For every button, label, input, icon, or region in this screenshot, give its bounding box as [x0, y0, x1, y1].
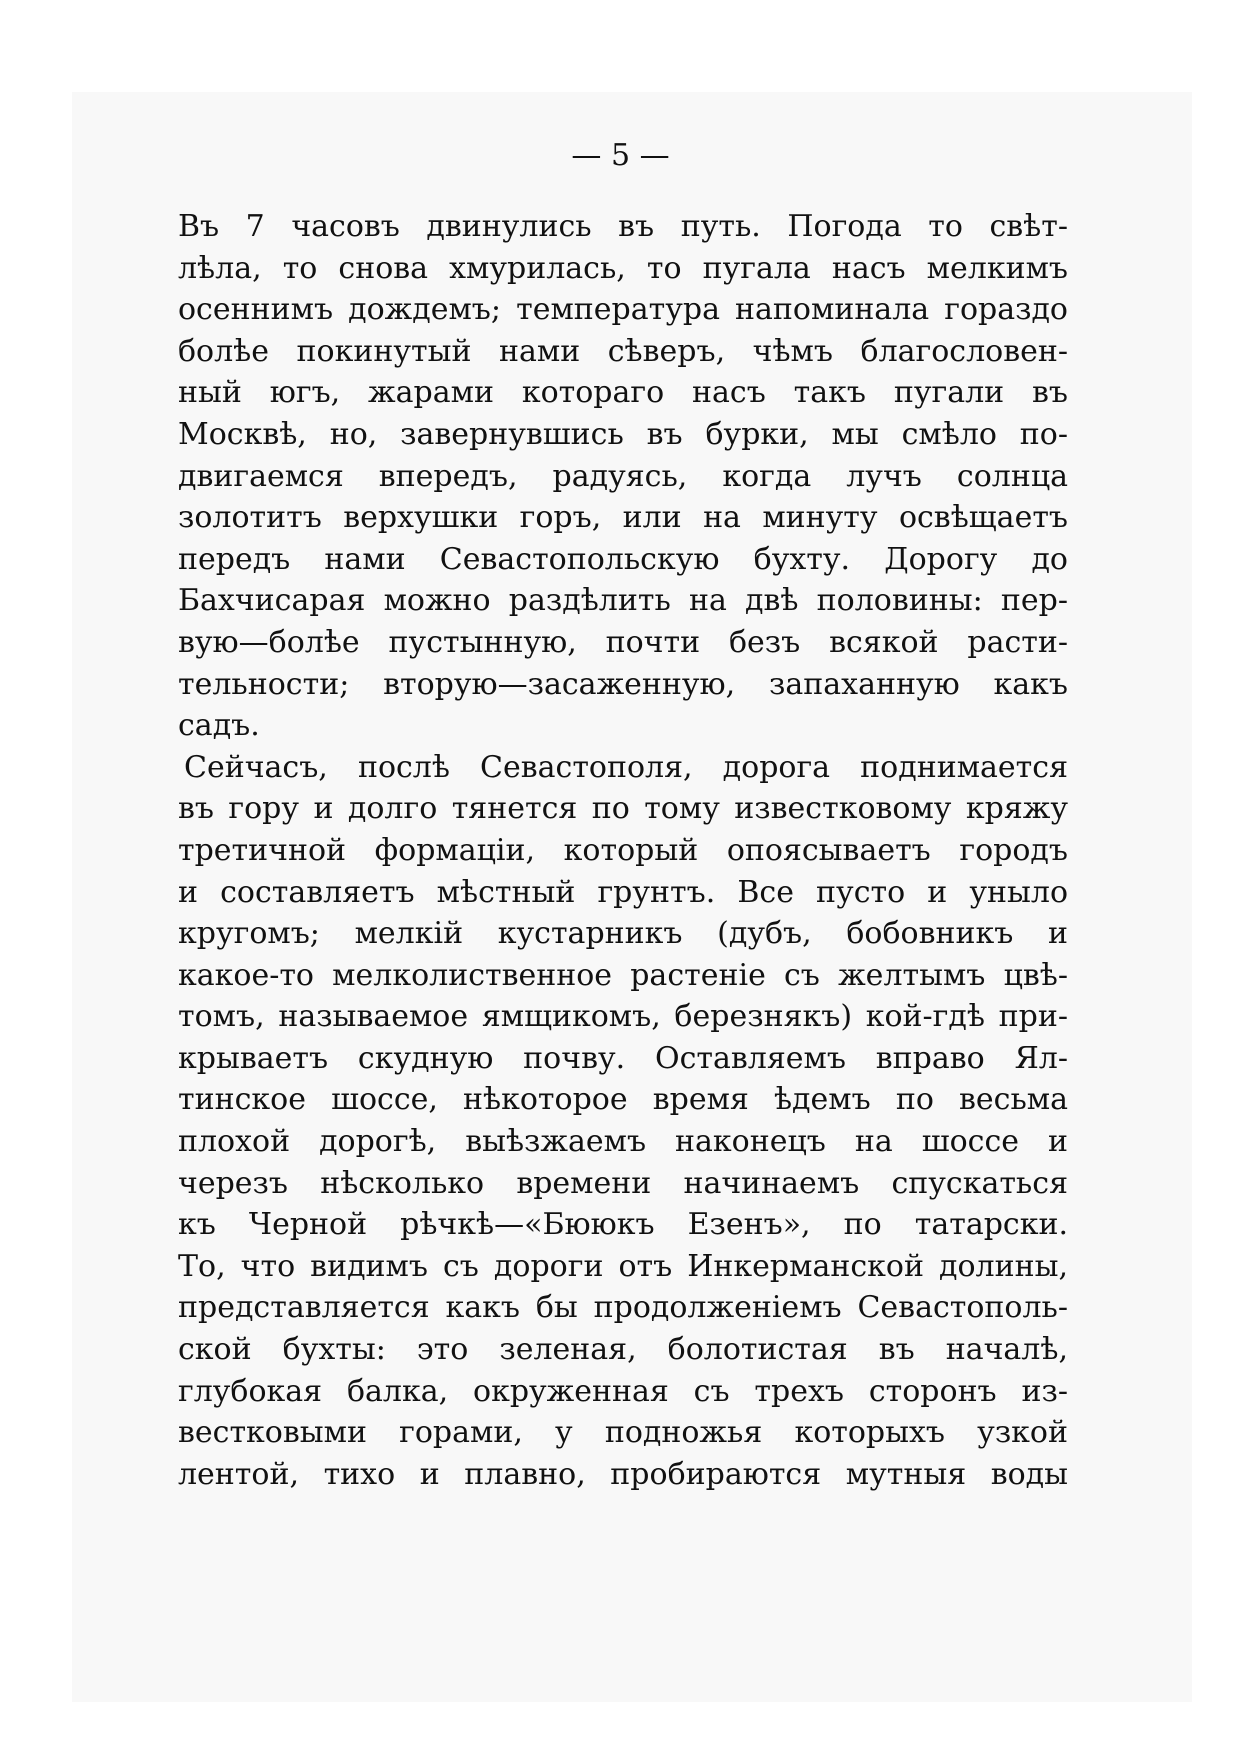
text-line: тельности; вторую—засаженную, запаханную какъ [178, 666, 1068, 702]
text-line: ный югъ, жарами котораго насъ такъ пугали въ [178, 375, 1068, 411]
text-line: къ Черной рѣчкѣ—«Бююкъ Езенъ», по татарски. [178, 1207, 1068, 1243]
text-line: глубокая балка, окруженная съ трехъ сторонъ из- [178, 1373, 1068, 1409]
text-line: Бахчисарая можно раздѣлить на двѣ половины: пер- [178, 583, 1068, 619]
text-line: Москвѣ, но, завернувшись въ бурки, мы смѣло по- [178, 416, 1068, 452]
text-line: лентой, тихо и плавно, пробираются мутныя воды [178, 1456, 1068, 1492]
text-line: кругомъ; мелкій кустарникъ (дубъ, бобовникъ и [178, 916, 1068, 952]
body-text [178, 206, 1068, 1495]
text-line: ской бухты: это зеленая, болотистая въ началѣ, [178, 1332, 1068, 1368]
text-line: представляется какъ бы продолженіемъ Севастополь- [178, 1290, 1068, 1326]
text-line: и составляетъ мѣстный грунтъ. Все пусто и уныло [178, 874, 1068, 910]
text-line: садъ. [178, 708, 260, 744]
text-line: осеннимъ дождемъ; температура напоминала гораздо [178, 292, 1068, 328]
text-line: золотитъ верхушки горъ, или на минуту освѣщаетъ [178, 500, 1068, 536]
text-line: вую—болѣе пустынную, почти безъ всякой расти- [178, 624, 1068, 660]
text-line: двигаемся впередъ, радуясь, когда лучъ солнца [178, 458, 1068, 494]
text-line: болѣе покинутый нами сѣверъ, чѣмъ благословен- [178, 333, 1068, 369]
text-line: плохой дорогѣ, выѣзжаемъ наконецъ на шоссе и [178, 1124, 1068, 1160]
text-line: вестковыми горами, у подножья которыхъ узкой [178, 1415, 1068, 1451]
text-line: крываетъ скудную почву. Оставляемъ вправо Ял- [178, 1040, 1068, 1076]
page-number: — 5 — [571, 138, 670, 173]
text-line: лѣла, то снова хмурилась, то пугала насъ мелкимъ [178, 250, 1068, 286]
text-line: тинское шоссе, нѣкоторое время ѣдемъ по весьма [178, 1082, 1068, 1118]
text-line: черезъ нѣсколько времени начинаемъ спускаться [178, 1165, 1068, 1201]
text-line: Въ 7 часовъ двинулись въ путь. Погода то свѣт- [178, 209, 1068, 244]
text-line: какое-то мелколиственное растеніе съ желтымъ цвѣ- [178, 957, 1068, 993]
text-line: передъ нами Севастопольскую бухту. Дорогу до [178, 541, 1068, 577]
text-line: въ гору и долго тянется по тому известковому кряжу [178, 791, 1068, 827]
text-line: Сейчасъ, послѣ Севастополя, дорога поднимается [184, 749, 1068, 785]
text-line: третичной формаціи, который опоясываетъ городъ [178, 832, 1068, 868]
text-line: томъ, называемое ямщикомъ, березнякъ) кой-гдѣ при- [178, 999, 1068, 1035]
text-line: То, что видимъ съ дороги отъ Инкерманской долины, [178, 1248, 1068, 1284]
